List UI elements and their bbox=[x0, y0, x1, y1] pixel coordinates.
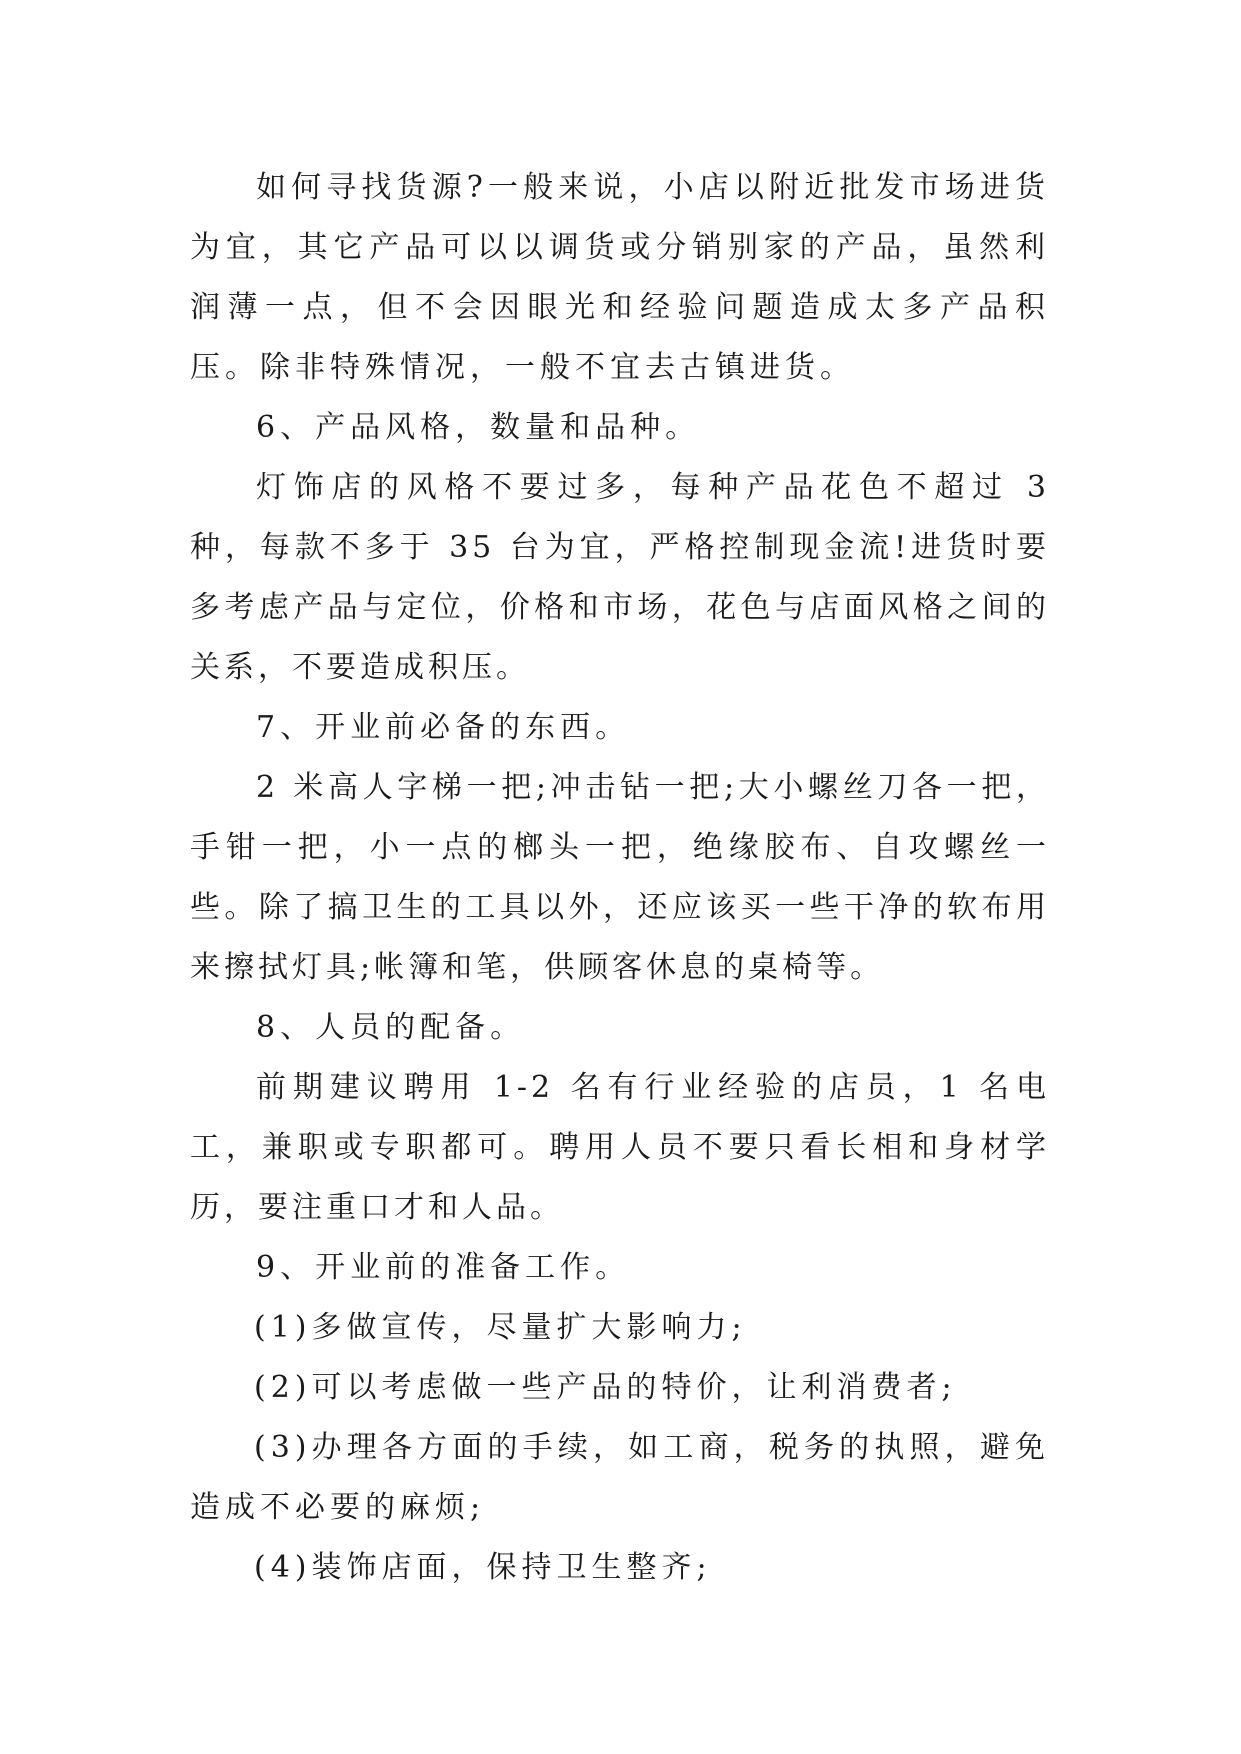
heading-opening-essentials: 7、开业前必备的东西。 bbox=[256, 710, 631, 745]
heading-preparation: 9、开业前的准备工作。 bbox=[256, 1250, 631, 1285]
paragraph-opening-essentials: 2 米高人字梯一把;冲击钻一把;大小螺丝刀各一把，手钳一把，小一点的榔头一把，绝缘胶布、自攻螺丝一些。除了搞卫生的工具以外，还应该买一些干净的软布用来擦拭灯具;帐簿和笔，供顾客休息的桌椅等。 bbox=[190, 770, 1050, 985]
list-item-discounts: (2)可以考虑做一些产品的特价，让利消费者; bbox=[254, 1370, 957, 1405]
paragraph-product-style: 灯饰店的风格不要过多，每种产品花色不超过 3 种，每款不多于 35 台为宜，严格控制现金流!进货时要多考虑产品与定位，价格和市场，花色与店面风格之间的关系，不要造成积压。 bbox=[190, 470, 1050, 685]
paragraph-sourcing: 如何寻找货源?一般来说，小店以附近批发市场进货为宜，其它产品可以以调货或分销别家的产品，虽然利润薄一点，但不会因眼光和经验问题造成太多产品积压。除非特殊情况，一般不宜去古镇进货。 bbox=[190, 170, 1050, 385]
list-item-licenses: (3)办理各方面的手续，如工商，税务的执照，避免造成不必要的麻烦; bbox=[190, 1430, 1050, 1525]
paragraph-staffing: 前期建议聘用 1-2 名有行业经验的店员，1 名电工，兼职或专职都可。聘用人员不要只看长相和身材学历，要注重口才和人品。 bbox=[190, 1070, 1050, 1225]
heading-product-style: 6、产品风格，数量和品种。 bbox=[256, 410, 701, 445]
document-body bbox=[190, 158, 1050, 1598]
list-item-promotion: (1)多做宣传，尽量扩大影响力; bbox=[254, 1310, 747, 1345]
heading-staffing: 8、人员的配备。 bbox=[256, 1010, 526, 1045]
list-item-decoration: (4)装饰店面，保持卫生整齐; bbox=[254, 1550, 712, 1585]
